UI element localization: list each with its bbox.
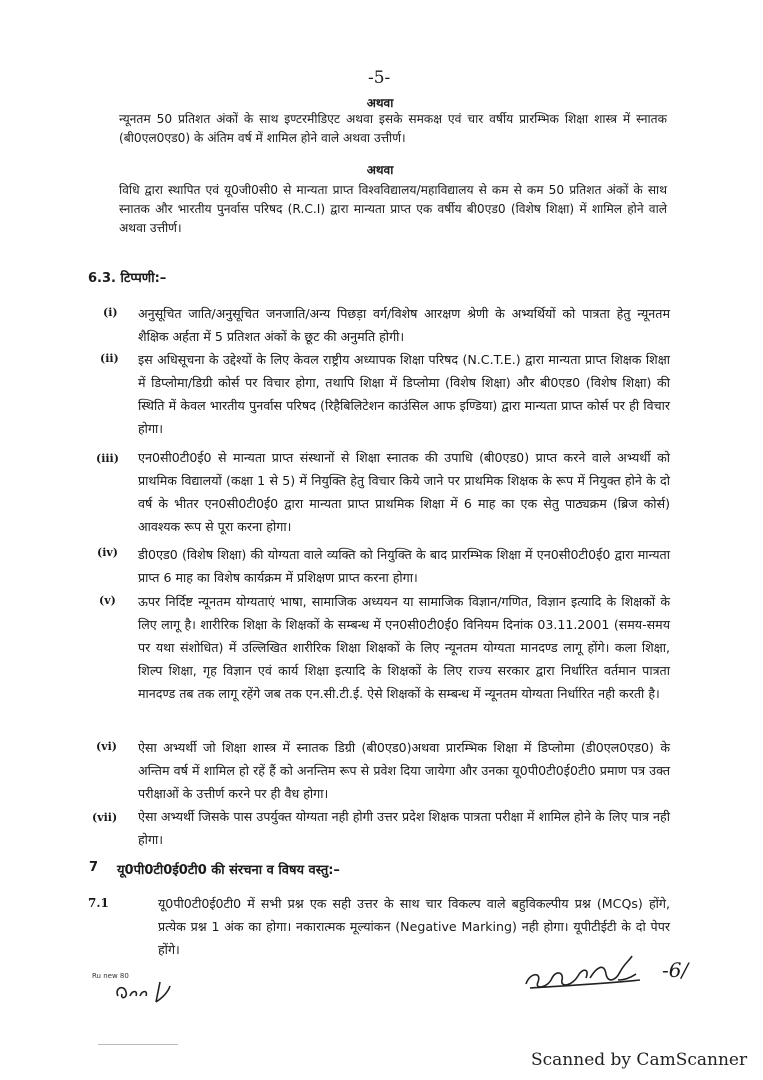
- initials-signature: [112, 978, 192, 1006]
- page-continuation-mark: -6/: [662, 958, 689, 982]
- note-text: डी0एड0 (विशेष शिक्षा) की योग्यता वाले व्यक्ति को नियुक्ति के बाद प्रारम्भिक शिक्षा में एन0सी0टी0ई0 द्वारा मान्यता प्राप्त 6 माह का विशेष कार्यक्रम में प्रशिक्षण प्राप्त करना होगा।: [138, 547, 670, 585]
- section-7-number: 7: [89, 860, 99, 875]
- note-number: (vi): [96, 740, 117, 753]
- note-number: (i): [103, 306, 118, 319]
- note-text: ऊपर निर्दिष्ट न्यूनतम योग्यताएं भाषा, सामाजिक अध्ययन या सामाजिक विज्ञान/गणित, विज्ञान इत्यादि के शिक्षकों के लिए लागू है। शारीरिक शिक्षा के शिक्षकों के सम्बन्ध में एन0सी0टी0ई0 विनियम दिनांक 03.11.2001 (समय-समय पर यथा संशोधित) में उल्लिखित शारीरिक शिक्षा शिक्षकों के लिए न्यूनतम योग्यता मानदण्ड लागू होंगे। कला शिक्षा, शिल्प शिक्षा, गृह विज्ञान एवं कार्य शिक्षा इत्यादि के शिक्षकों के लिए राज्य सरकार द्वारा निर्धारित वर्तमान पात्रता मानदण्ड तब तक लागू रहेंगे जब तक एन.सी.टी.ई. ऐसे शिक्षकों के सम्बन्ध में न्यूनतम योग्यता निर्धारित नही करती है।: [138, 594, 670, 701]
- subsection-7-1-number: 7.1: [88, 896, 109, 910]
- page-number: -5-: [368, 68, 391, 88]
- note-text: अनुसूचित जाति/अनुसूचित जनजाति/अन्य पिछड़ा वर्ग/विशेष आरक्षण श्रेणी के अभ्यर्थियों को पात्रता हेतु न्यूनतम शैक्षिक अर्हता में 5 प्रतिशत अंकों के छूट की अनुमति होगी।: [138, 306, 670, 344]
- section-6-3-heading: 6.3. टिप्पणी:–: [88, 271, 167, 286]
- qualification-paragraph-2: विधि द्वारा स्थापित एवं यू0जी0सी0 से मान्यता प्राप्त विश्वविद्यालय/महाविद्यालय से कम से कम 50 प्रतिशत अंकों के साथ स्नातक और भारतीय पुनर्वास परिषद (R.C.I) द्वारा मान्यता प्राप्त एक वर्षीय बी0एड0 (विशेष शिक्षा) में शामिल होने वाले अथवा उत्तीर्ण।: [119, 183, 667, 235]
- note-text: ऐसा अभ्यर्थी जिसके पास उपर्युक्त योग्यता नही होगी उत्तर प्रदेश शिक्षक पात्रता परीक्षा में शामिल होने के लिए पात्र नही होगा।: [138, 809, 670, 847]
- scan-artifact-line: [98, 1044, 178, 1045]
- note-number: (vii): [92, 811, 118, 824]
- signature: [520, 950, 650, 1000]
- note-text: ऐसा अभ्यर्थी जो शिक्षा शास्त्र में स्नातक डिग्री (बी0एड0)अथवा प्रारम्भिक शिक्षा में डिप्लोमा (डी0एल0एड0) के अन्तिम वर्ष में शामिल हो रहें हैं को अनन्तिम रूप से प्रवेश दिया जायेगा और उनका यू0पी0टी0ई0टी0 प्रमाण पत्र उक्त परीक्षाओं के उत्तीर्ण करने पर ही वैध होगा।: [138, 740, 670, 801]
- qualification-paragraph-1: न्यूनतम 50 प्रतिशत अंकों के साथ इण्टरमीडिएट अथवा इसके समकक्ष एवं चार वर्षीय प्रारम्भिक शिक्षा शास्त्र में स्नातक (बी0एल0एड0) के अंतिम वर्ष में शामिल होने वाले अथवा उत्तीर्ण।: [119, 112, 667, 145]
- note-number: (iv): [97, 546, 118, 559]
- subsection-7-1-text: यू0पी0टी0ई0टी0 में सभी प्रश्न एक सही उत्तर के साथ चार विकल्प वाले बहुविकल्पीय प्रश्न (MCQs) होंगे, प्रत्येक प्रश्न 1 अंक का होगा। नकारात्मक मूल्यांकन (Negative Marking) नही होगा। यूपीटीईटी के दो पेपर होंगे।: [158, 896, 670, 957]
- note-text: इस अधिसूचना के उद्देश्यों के लिए केवल राष्ट्रीय अध्यापक शिक्षा परिषद (N.C.T.E.) द्वारा मान्यता प्राप्त शिक्षक शिक्षा में डिप्लोमा/डिग्री कोर्स पर विचार होगा, तथापि शिक्षा में डिप्लोमा (विशेष शिक्षा) और बी0एड0 (विशेष शिक्षा) की स्थिति में केवल भारतीय पुनर्वास परिषद (रिहैबिलिटेशन काउंसिल आफ इण्डिया) द्वारा मान्यता प्राप्त कोर्स पर ही विचार होगा।: [138, 352, 670, 436]
- note-number: (ii): [100, 352, 119, 365]
- section-7-title: यू0पी0टी0ई0टी0 की संरचना व विषय वस्तु:–: [117, 863, 340, 878]
- note-number: (iii): [96, 452, 119, 465]
- alternative-label-2: अथवा: [366, 163, 394, 177]
- alternative-label-1: अथवा: [366, 96, 394, 110]
- scanner-watermark: Scanned by CamScanner: [531, 1050, 748, 1070]
- note-number: (v): [99, 594, 116, 607]
- margin-note: Ru new 80: [92, 972, 129, 980]
- note-text: एन0सी0टी0ई0 से मान्यता प्राप्त संस्थानों से शिक्षा स्नातक की उपाधि (बी0एड0) प्राप्त करने वाले अभ्यर्थी को प्राथमिक विद्यालयों (कक्षा 1 से 5) में नियुक्ति हेतु विचार किये जाने पर प्राथमिक शिक्षक के रूप में नियुक्त होने के दो वर्ष के भीतर एन0सी0टी0ई0 द्वारा मान्यता प्राप्त प्राथमिक शिक्षा में 6 माह का एक सेतु पाठ्यक्रम (ब्रिज कोर्स) आवश्यक रूप से पूरा करना होगा।: [138, 450, 670, 534]
